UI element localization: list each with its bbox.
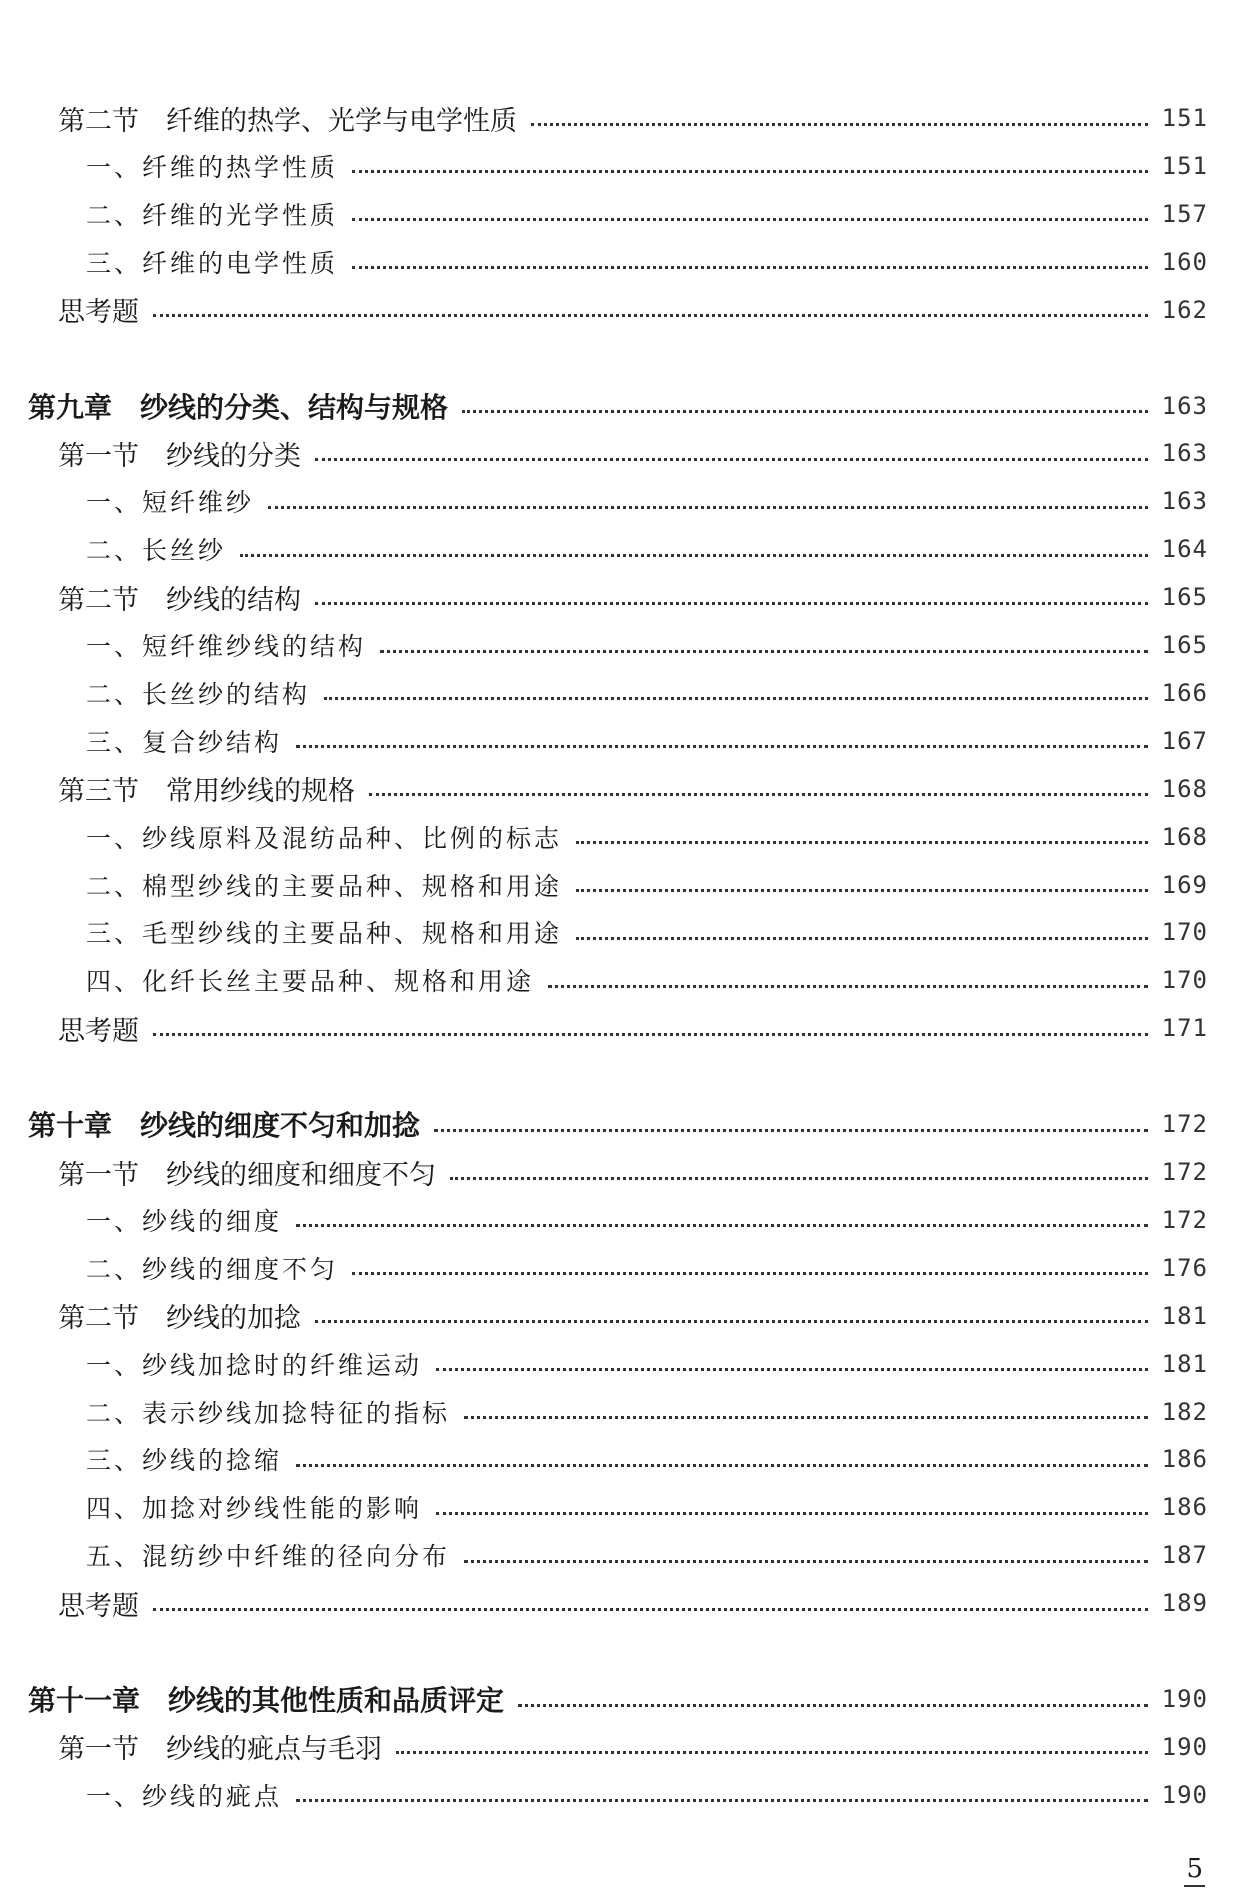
- toc-item-entry: [86, 1487, 1208, 1527]
- dot-leader: [153, 1033, 1148, 1036]
- toc-entry-page: 163: [1161, 439, 1208, 468]
- toc-entry-page: 164: [1161, 535, 1208, 564]
- toc-entry-title: 一、纱线的细度: [86, 1206, 283, 1236]
- toc-entry-page: 162: [1161, 295, 1208, 324]
- toc-entry-title: 第二节 纱线的加捻: [58, 1303, 301, 1335]
- toc-item-entry: [86, 1775, 1208, 1815]
- dot-leader: [352, 266, 1148, 269]
- toc-item-entry: [86, 1200, 1208, 1240]
- toc-entry-title: 三、纤维的电学性质: [86, 248, 339, 278]
- toc-section-entry: [58, 1727, 1208, 1767]
- toc-entry-page: 172: [1161, 1110, 1208, 1139]
- dot-leader: [380, 650, 1148, 653]
- toc-item-entry: [86, 481, 1208, 521]
- dot-leader: [462, 410, 1148, 413]
- dot-leader: [153, 314, 1148, 317]
- toc-entry-title: 第一节 纱线的细度和细度不匀: [58, 1159, 436, 1191]
- toc-entry-page: 165: [1161, 631, 1208, 659]
- toc-section-entry: [58, 1296, 1208, 1336]
- toc-chapter-entry: [28, 1104, 1208, 1144]
- toc-entry-title: 二、纱线的细度不匀: [86, 1254, 339, 1284]
- toc-item-entry: [86, 960, 1208, 1000]
- dot-leader: [352, 218, 1148, 221]
- dot-leader: [436, 1368, 1148, 1371]
- toc-entry-title: 一、纤维的热学性质: [86, 152, 339, 182]
- toc-entry-page: 160: [1161, 247, 1208, 276]
- toc-entry-page: 186: [1161, 1493, 1208, 1522]
- toc-entry-page: 172: [1161, 1205, 1208, 1234]
- toc-entry-title: 二、长丝纱: [86, 536, 227, 566]
- toc-entry-page: 151: [1161, 104, 1208, 132]
- toc-entry-page: 157: [1161, 199, 1208, 228]
- toc-entry-page: 151: [1161, 151, 1208, 180]
- toc-entry-title: 第二节 纤维的热学、光学与电学性质: [58, 105, 517, 137]
- toc-entry-page: 168: [1161, 774, 1208, 803]
- toc-entry-title: 第九章 纱线的分类、结构与规格: [28, 390, 449, 424]
- toc-entry-page: 166: [1161, 678, 1208, 707]
- dot-leader: [450, 1177, 1148, 1180]
- toc-item-entry: [86, 529, 1208, 569]
- toc-entry-title: 二、棉型纱线的主要品种、规格和用途: [86, 871, 563, 901]
- toc-entry-page: 170: [1161, 966, 1208, 995]
- dot-leader: [464, 1560, 1148, 1563]
- toc-entry-page: 190: [1161, 1780, 1208, 1809]
- dot-leader: [240, 554, 1148, 557]
- toc-section-entry: [58, 1152, 1208, 1192]
- dot-leader: [436, 1512, 1148, 1515]
- toc-section-entry: [58, 577, 1208, 617]
- toc-entry-title: 第二节 纱线的结构: [58, 584, 301, 616]
- toc-entry-title: 二、长丝纱的结构: [86, 679, 311, 709]
- toc-entry-title: 一、纱线加捻时的纤维运动: [86, 1350, 423, 1380]
- toc-entry-page: 176: [1161, 1253, 1208, 1282]
- toc-entry-title: 二、表示纱线加捻特征的指标: [86, 1398, 451, 1428]
- toc-item-entry: [86, 625, 1208, 665]
- toc-entry-title: 第一节 纱线的分类: [58, 440, 301, 472]
- dot-leader: [352, 1272, 1148, 1275]
- toc-item-entry: [86, 721, 1208, 761]
- toc-entry-page: 182: [1161, 1397, 1208, 1426]
- toc-entry-title: 一、纱线的疵点: [86, 1781, 283, 1811]
- toc-entry-title: 思考题: [58, 1015, 139, 1047]
- dot-leader: [352, 170, 1148, 173]
- dot-leader: [548, 985, 1148, 988]
- dot-leader: [153, 1608, 1148, 1611]
- dot-leader: [324, 697, 1148, 700]
- toc-entry-title: 第十章 纱线的细度不匀和加捻: [28, 1109, 421, 1143]
- dot-leader: [296, 1464, 1148, 1467]
- dot-leader: [576, 889, 1148, 892]
- toc-item-entry: [86, 1248, 1208, 1288]
- toc-item-entry: [86, 912, 1208, 952]
- toc-section-entry: [58, 98, 1208, 138]
- toc-entry-page: 190: [1161, 1685, 1208, 1713]
- toc-item-entry: [86, 242, 1208, 282]
- toc-entry-title: 第三节 常用纱线的规格: [58, 776, 355, 808]
- toc-section-entry: [58, 1583, 1208, 1623]
- dot-leader: [296, 1799, 1148, 1802]
- toc-entry-page: 181: [1161, 1349, 1208, 1378]
- toc-entry-page: 168: [1161, 822, 1208, 851]
- toc-entry-page: 189: [1161, 1589, 1208, 1618]
- toc-entry-title: 一、短纤维纱线的结构: [86, 632, 367, 661]
- dot-leader: [296, 745, 1148, 748]
- dot-leader: [531, 123, 1148, 126]
- toc-item-entry: [86, 194, 1208, 234]
- toc-section-entry: [58, 1008, 1208, 1048]
- dot-leader: [315, 1320, 1148, 1323]
- toc-entry-title: 二、纤维的光学性质: [86, 200, 339, 230]
- toc-entry-page: 163: [1161, 391, 1208, 420]
- toc-entry-title: 一、短纤维纱: [86, 488, 255, 518]
- toc-item-entry: [86, 865, 1208, 905]
- toc-entry-page: 167: [1161, 726, 1208, 755]
- toc-entry-page: 187: [1161, 1541, 1208, 1570]
- toc-entry-title: 一、纱线原料及混纺品种、比例的标志: [86, 823, 563, 853]
- toc-entry-title: 思考题: [58, 297, 139, 329]
- toc-entry-page: 190: [1161, 1732, 1208, 1761]
- toc-entry-page: 170: [1161, 918, 1208, 947]
- toc-entry-page: 181: [1161, 1301, 1208, 1330]
- toc-entry-page: 186: [1161, 1445, 1208, 1474]
- toc-entry-page: 171: [1161, 1014, 1208, 1043]
- toc-item-entry: [86, 146, 1208, 186]
- dot-leader: [396, 1751, 1148, 1754]
- dot-leader: [296, 1224, 1148, 1227]
- dot-leader: [464, 1416, 1148, 1419]
- toc-entry-page: 169: [1161, 870, 1208, 899]
- toc-chapter-entry: [28, 386, 1208, 426]
- toc-item-entry: [86, 1344, 1208, 1384]
- dot-leader: [518, 1704, 1148, 1707]
- toc-entry-page: 165: [1161, 583, 1208, 612]
- dot-leader: [268, 506, 1148, 509]
- toc-entry-title: 四、化纤长丝主要品种、规格和用途: [86, 967, 535, 997]
- toc-section-entry: [58, 433, 1208, 473]
- toc-section-entry: [58, 290, 1208, 330]
- toc-item-entry: [86, 817, 1208, 857]
- toc-entry-title: 三、毛型纱线的主要品种、规格和用途: [86, 919, 563, 949]
- toc-section-entry: [58, 769, 1208, 809]
- toc-entry-page: 163: [1161, 487, 1208, 516]
- toc-entry-page: 172: [1161, 1158, 1208, 1186]
- toc-item-entry: [86, 1439, 1208, 1479]
- toc-entry-title: 第十一章 纱线的其他性质和品质评定: [28, 1684, 505, 1717]
- dot-leader: [434, 1129, 1148, 1132]
- toc-entry-title: 三、复合纱结构: [86, 727, 283, 757]
- toc-item-entry: [86, 673, 1208, 713]
- toc-entry-title: 思考题: [58, 1590, 139, 1622]
- toc-item-entry: [86, 1535, 1208, 1575]
- toc-entry-title: 五、混纺纱中纤维的径向分布: [86, 1542, 451, 1572]
- dot-leader: [315, 602, 1148, 605]
- toc-entry-title: 三、纱线的捻缩: [86, 1446, 283, 1476]
- dot-leader: [369, 793, 1148, 796]
- dot-leader: [576, 841, 1148, 844]
- toc-chapter-entry: [28, 1679, 1208, 1719]
- dot-leader: [315, 458, 1148, 461]
- page-number: 5: [1184, 1855, 1205, 1887]
- toc-entry-title: 四、加捻对纱线性能的影响: [86, 1494, 423, 1524]
- toc-item-entry: [86, 1392, 1208, 1432]
- dot-leader: [576, 937, 1148, 940]
- toc-entry-title: 第一节 纱线的疵点与毛羽: [58, 1734, 382, 1766]
